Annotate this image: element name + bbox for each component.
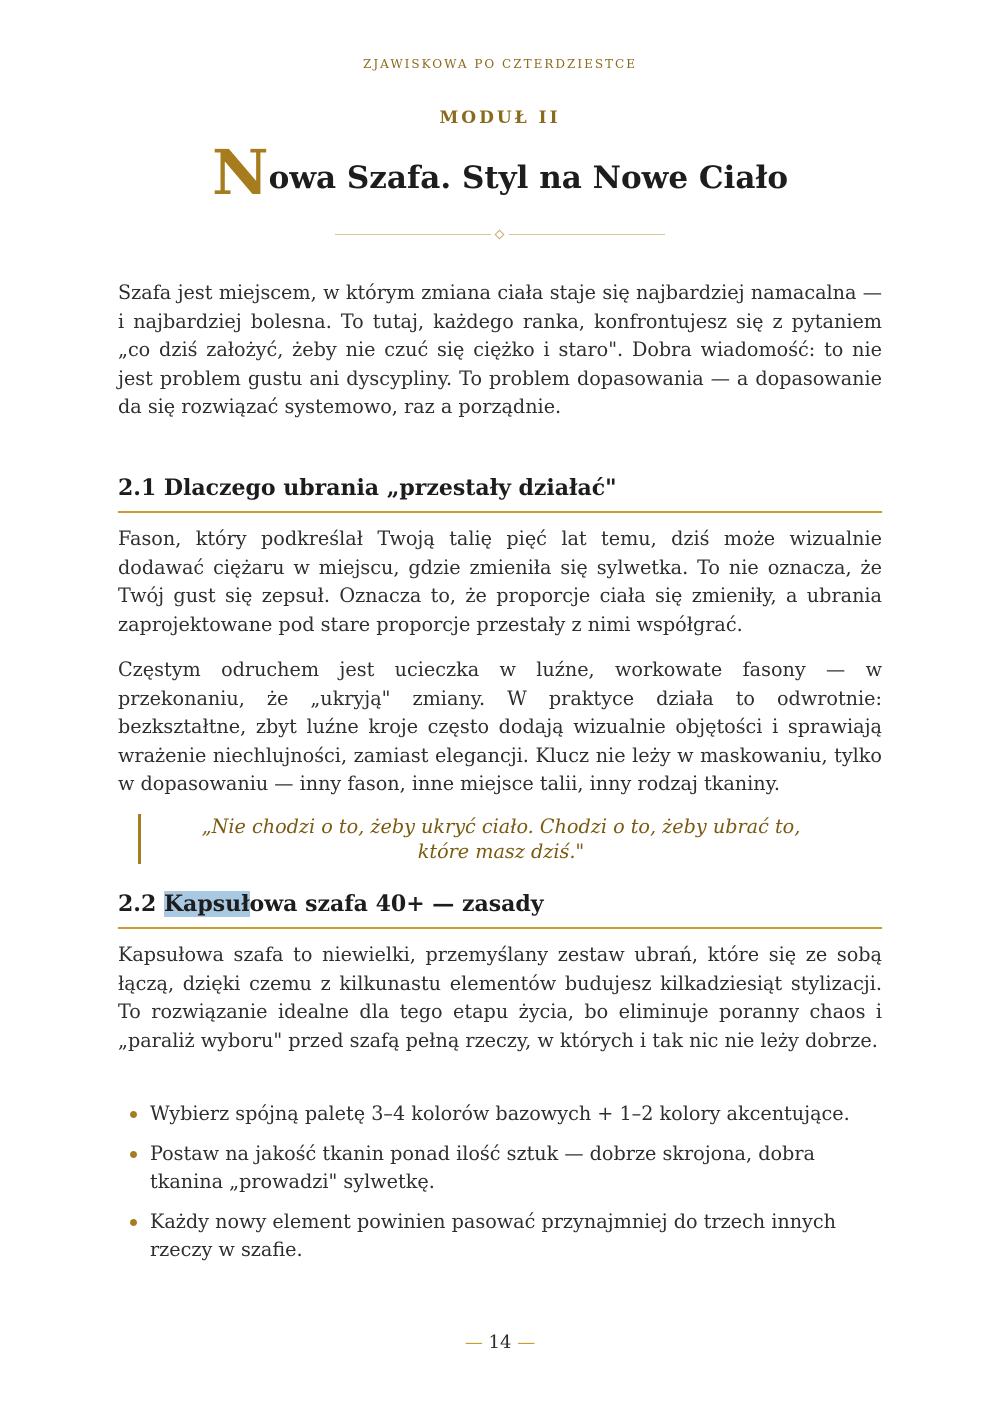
list-item-text: Wybierz spójną paletę 3–4 kolorów bazowych + 1–2 kolory akcentujące. [150, 1102, 850, 1125]
divider-line-left [335, 234, 491, 235]
section-heading: 2.1 Dlaczego ubrania „przestały działać" [118, 474, 882, 513]
bullet-icon [130, 1151, 137, 1158]
body-paragraph: Kapsułowa szafa to niewielki, przemyślany zestaw ubrań, które się ze sobą łączą, dzięki czemu z kilkunastu elementów budujesz kilkadziesiąt stylizacji. To rozwiązanie idealne dla tego etapu życia, bo eliminuje poranny chaos i „paraliż wyboru" przed szafą pełną rzeczy, w których i tak nic nie leży dobrze. [118, 943, 882, 1052]
section-heading-prefix: 2.2 [118, 891, 164, 917]
page-number [0, 1332, 1000, 1353]
divider-line-right [509, 234, 665, 235]
bullet-icon [130, 1219, 137, 1226]
chapter-title-initial: N [211, 136, 269, 209]
chapter-title-text: owa Szafa. Styl na Nowe Ciało [268, 160, 789, 196]
module-label: MODUŁ II [439, 108, 561, 128]
page-number-dash-right: — [517, 1332, 536, 1353]
body-paragraph: Fason, który podkreślał Twoją talię pięć lat temu, dziś może wizualnie dodawać ciężaru w miejscu, gdzie zmieniła się sylwetka. To nie oznacza, że Twój gust się zepsuł. Oznacza to, że proporcje ciała się zmieniły, a ubrania zaprojektowane pod stare proporcje przestały z nimi współgrać. [118, 527, 882, 636]
section-heading-2-1 [118, 474, 882, 513]
section-heading-2-2 [118, 890, 882, 929]
list-item [118, 1140, 882, 1196]
list-item-text: Każdy nowy element powinien pasować przynajmniej do trzech innych rzeczy w szafie. [150, 1210, 836, 1261]
intro-paragraph: Szafa jest miejscem, w którym zmiana ciała staje się najbardziej namacalna — i najbardziej bolesna. To tutaj, każdego ranka, konfrontujesz się z pytaniem „co dziś założyć, żeby nie czuć się ciężko i staro". Dobra wiadomość: to nie jest problem gustu ani dyscypliny. To problem dopasowania — a dopasowanie da się rozwiązać systemowo, raz a porządnie. [118, 281, 882, 419]
body-paragraph: Częstym odruchem jest ucieczka w luźne, workowate fasony — w przekonaniu, że „ukryją" zmiany. W praktyce działa to odwrotnie: bezkształtne, zbyt luźne kroje często dodają wizualnie objętości i sprawiają wrażenie niechlujności, zamiast elegancji. Klucz nie leży w maskowaniu, tylko w dopasowaniu — inny fason, inne miejsce talii, inny rodzaj tkaniny. [118, 658, 882, 796]
bullet-list [118, 1100, 882, 1264]
chapter-title [0, 136, 1000, 209]
title-divider-ornament [335, 234, 665, 235]
section-heading-rest: owa szafa 40+ — zasady [249, 891, 544, 917]
bullet-list-block [118, 1100, 882, 1276]
list-item [118, 1208, 882, 1264]
pull-quote-line-1: „Nie chodzi o to, żeby ukryć ciało. Chodzi o to, żeby ubrać to, [201, 815, 801, 838]
page-number-value: 14 [488, 1332, 512, 1353]
list-item-text: Postaw na jakość tkanin ponad ilość sztuk — dobrze skrojona, dobra tkanina „prowadzi" sylwetkę. [150, 1142, 815, 1193]
page-number-dash-left: — [464, 1332, 483, 1353]
running-header: ZJAWISKOWA PO CZTERDZIESTCE [363, 57, 637, 71]
selected-text-highlight[interactable]: Kapsuł [163, 891, 250, 917]
section-2-1-paragraph-1-block [118, 525, 882, 639]
section-2-1-paragraph-2-block [118, 656, 882, 799]
diamond-icon [495, 230, 505, 240]
section-heading [118, 890, 882, 929]
pull-quote [138, 814, 885, 864]
intro-block [118, 279, 882, 422]
list-item [118, 1100, 882, 1128]
section-2-2-paragraph-block [118, 941, 882, 1055]
pull-quote-line-2: które masz dziś." [417, 840, 585, 863]
bullet-icon [130, 1111, 137, 1118]
